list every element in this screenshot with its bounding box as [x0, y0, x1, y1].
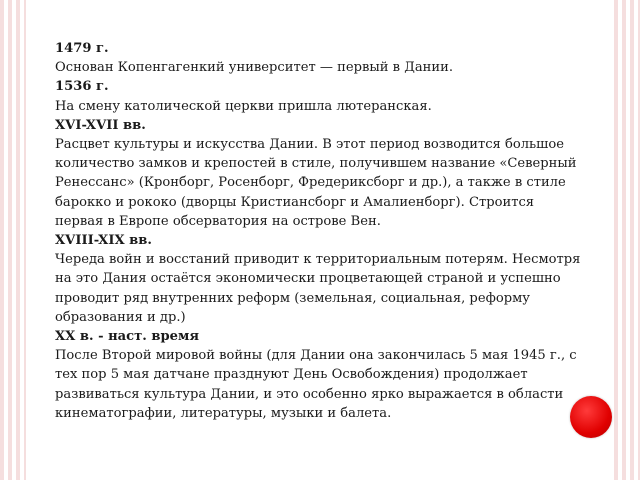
- year-heading: XVI-XVII вв.: [55, 117, 146, 133]
- year-heading: XX в. - наст. время: [55, 329, 199, 345]
- year-heading: XVIII-XIX вв.: [55, 233, 152, 249]
- timeline-text: [55, 39, 585, 423]
- entry-text: Расцвет культуры и искусства Дании. В этот период возводится большое количество замков и крепостей в стиле, получившем название «Северный Ренессанс» (Кронборг, Росенборг, Фредериксборг и др.), а также в стиле барокко и рококо (дворцы Кристиансборг и Амалиенборг). Строится первая в Европе обсерватория на острове Вен.: [55, 137, 577, 229]
- entry-text: Череда войн и восстаний приводит к территориальным потерям. Несмотря на это Дания остаётся экономически процветающей страной и успешно проводит ряд внутренних реформ (земельная, социальная, реформу образования и др.): [55, 252, 581, 325]
- right-decorative-stripes: [614, 0, 640, 480]
- left-decorative-stripes: [0, 0, 26, 480]
- entry-text: Основан Копенгагенкий университет — первый в Дании.: [55, 60, 454, 76]
- year-heading: 1479 г.: [55, 41, 109, 56]
- red-circle-icon: [570, 396, 612, 438]
- year-heading: 1536 г.: [55, 79, 109, 95]
- entry-text: На смену католической церкви пришла лютеранская.: [55, 98, 432, 114]
- entry-text: После Второй мировой войны (для Дании она закончилась 5 мая 1945 г., с тех пор 5 мая датчане празднуют День Освобождения) продолжает развиваться культура Дании, и это особенно ярко выражается в области кинематографии, литературы, музыки и балета.: [55, 348, 577, 421]
